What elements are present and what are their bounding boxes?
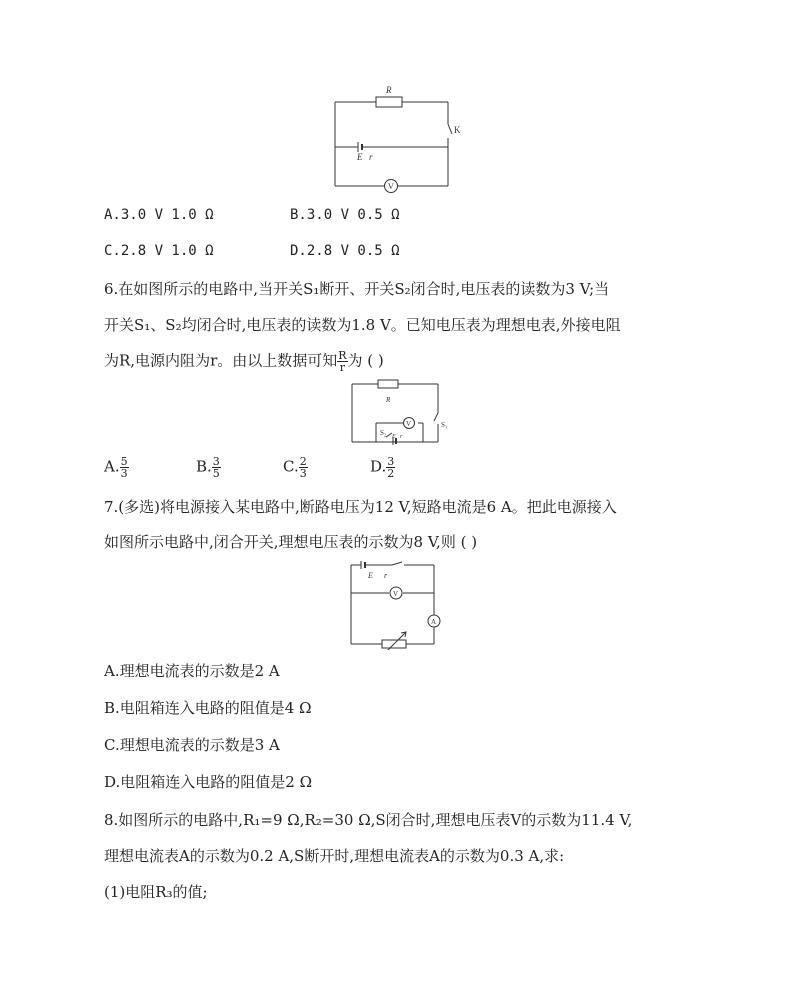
- label-e: E: [392, 434, 396, 440]
- q6-line-2: 开关S₁、S₂均闭合时,电压表的读数为1.8 V。已知电压表为理想电表,外接电阻: [104, 316, 621, 334]
- label-r: R: [386, 396, 391, 404]
- q6-option-b: B. $\frac{3}{5}$: [196, 455, 220, 480]
- label-switch-k: K: [454, 125, 461, 135]
- label-v: V: [406, 420, 412, 428]
- label-s2: S₂: [380, 429, 387, 437]
- label-r: r: [384, 571, 388, 580]
- q7-line-1: 7.(多选)将电源接入某电路中,断路电压为12 V,短路电流是6 A。把此电源接入: [104, 498, 617, 516]
- q5-option-c: C.2.8 V 1.0 Ω: [104, 243, 214, 259]
- q7-line-2: 如图所示电路中,闭合开关,理想电压表的示数为8 V,则 ( ): [104, 533, 478, 551]
- q7-option-a: A.理想电流表的示数是2 A: [104, 662, 280, 680]
- q8-line-2: 理想电流表A的示数为0.2 A,S断开时,理想电流表A的示数为0.3 A,求:: [104, 847, 565, 865]
- q6-line-3: 为R,电源内阻为r。由以上数据可知 $\frac{R}{r}$ 为 ( ): [104, 349, 384, 374]
- fraction-r-over-r: $\frac{R}{r}$: [338, 349, 347, 374]
- label-voltmeter: V: [388, 182, 394, 191]
- q7-option-b: B.电阻箱连入电路的阻值是4 Ω: [104, 699, 312, 717]
- label-r-internal: r: [400, 434, 403, 440]
- q8-line-3: (1)电阻R₃的值;: [104, 883, 208, 901]
- q5-option-d: D.2.8 V 0.5 Ω: [290, 243, 400, 259]
- q6-option-a: A. $\frac{5}{3}$: [104, 455, 128, 480]
- q6-option-c: C. $\frac{2}{3}$: [283, 455, 307, 480]
- circuit-figure-q5: [330, 84, 465, 194]
- label-r-resistor: R: [386, 85, 392, 95]
- label-emf: E: [357, 152, 363, 162]
- q7-option-c: C.理想电流表的示数是3 A: [104, 736, 280, 754]
- label-voltmeter: V: [393, 590, 399, 598]
- q8-line-1: 8.如图所示的电路中,R₁=9 Ω,R₂=30 Ω,S闭合时,理想电压表V的示数为11.4 V,: [104, 811, 633, 829]
- circuit-figure-q6: [348, 375, 448, 447]
- q6-line-1: 6.在如图所示的电路中,当开关S₁断开、开关S₂闭合时,电压表的读数为3 V;当: [104, 280, 610, 298]
- q7-option-d: D.电阻箱连入电路的阻值是2 Ω: [104, 773, 313, 791]
- label-internal-r: r: [369, 152, 373, 162]
- label-s1: S₁: [441, 421, 448, 429]
- label-ammeter: A: [431, 618, 437, 626]
- q5-option-b: B.3.0 V 0.5 Ω: [290, 207, 400, 223]
- label-e: E: [368, 571, 373, 580]
- q6-option-d: D. $\frac{3}{2}$: [370, 455, 395, 480]
- q5-option-a: A.3.0 V 1.0 Ω: [104, 207, 214, 223]
- circuit-figure-q7: [346, 558, 446, 650]
